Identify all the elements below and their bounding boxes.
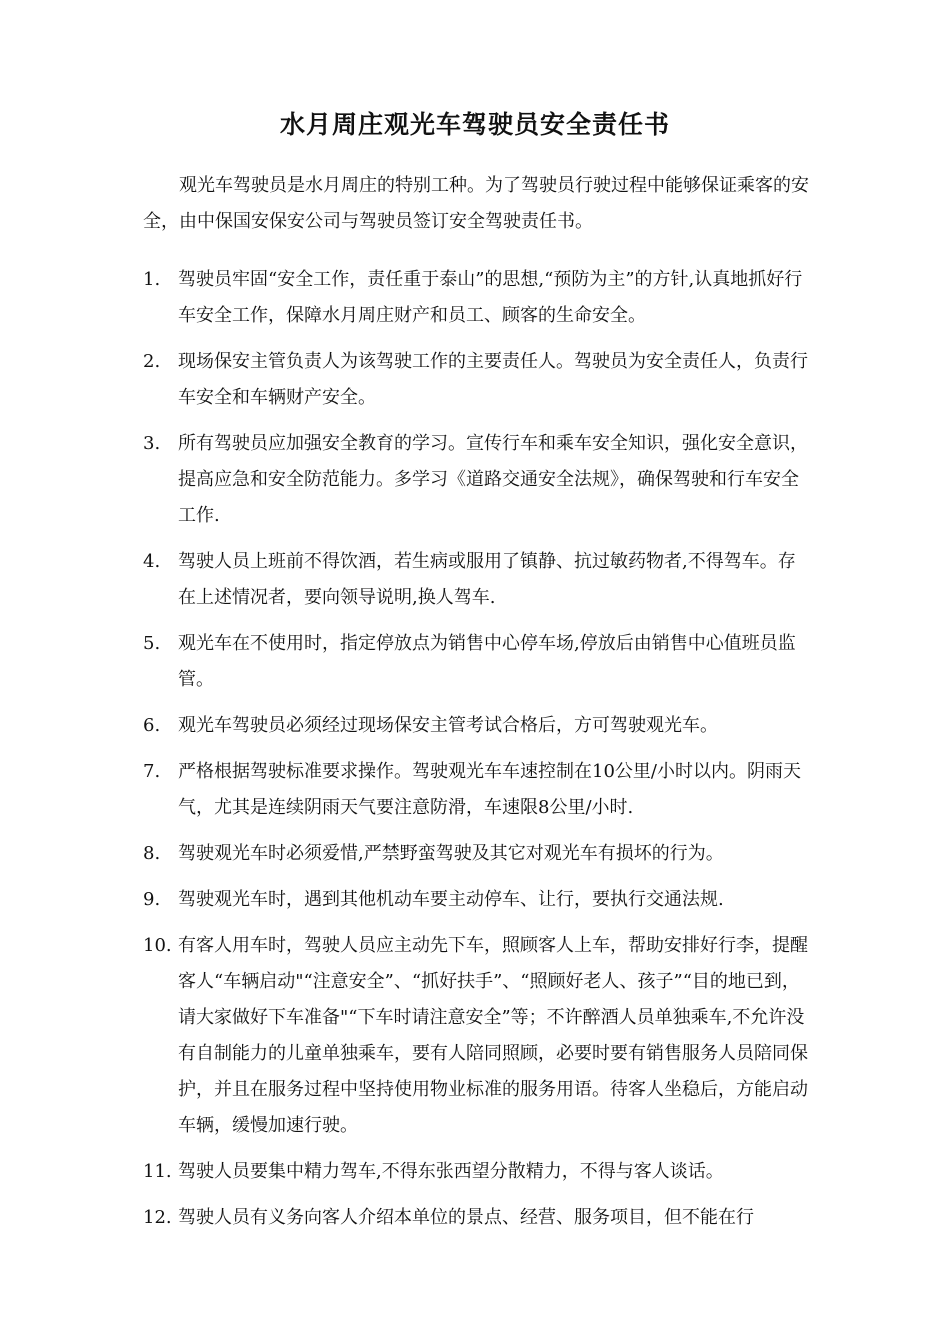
list-item	[143, 344, 813, 416]
list-item-number: 2.	[143, 351, 161, 372]
list-item-text: 观光车驾驶员必须经过现场保安主管考试合格后，方可驾驶观光车。	[178, 715, 718, 736]
list-item-number: 12.	[143, 1207, 172, 1228]
list-item-text: 驾驶观光车时必须爱惜,严禁野蛮驾驶及其它对观光车有损坏的行为。	[178, 843, 724, 864]
list-item	[143, 426, 813, 534]
list-item-number: 1.	[143, 269, 161, 290]
list-item-text: 现场保安主管负责人为该驾驶工作的主要责任人。驾驶员为安全责任人，负责行车安全和车辆财产安全。	[178, 351, 808, 408]
list-item	[143, 708, 813, 744]
list-item-number: 6.	[143, 715, 161, 736]
list-item-text: 驾驶人员上班前不得饮酒，若生病或服用了镇静、抗过敏药物者,不得驾车。存在上述情况者，要向领导说明,换人驾车.	[178, 551, 796, 608]
list-item	[143, 836, 813, 872]
list-item-number: 5.	[143, 633, 161, 654]
list-item	[143, 754, 813, 826]
list-item-text: 驾驶观光车时，遇到其他机动车要主动停车、让行，要执行交通法规.	[178, 889, 724, 910]
list-item-text: 有客人用车时，驾驶人员应主动先下车，照顾客人上车，帮助安排好行李，提醒客人“车辆启动"“注意安全”、“抓好扶手”、“照顾好老人、孩子”“目的地已到，请大家做好下车准备"“下车时请注意安全”等；不许醉酒人员单独乘车,不允许没有自制能力的儿童单独乘车，要有人陪同照顾，必要时要有销售服务人员陪同保护，并且在服务过程中坚持使用物业标准的服务用语。待客人坐稳后，方能启动车辆，缓慢加速行驶。	[178, 935, 808, 1136]
list-item-text: 驾驶员牢固“安全工作，责任重于泰山”的思想,“预防为主”的方针,认真地抓好行车安全工作，保障水月周庄财产和员工、顾客的生命安全。	[178, 269, 803, 326]
list-item-text: 严格根据驾驶标准要求操作。驾驶观光车车速控制在10公里/小时以内。阴雨天气，尤其是连续阴雨天气要注意防滑，车速限8公里/小时.	[178, 761, 801, 818]
list-item	[143, 544, 813, 616]
list-item	[143, 882, 813, 918]
list-item	[143, 928, 813, 1144]
list-item-number: 9.	[143, 889, 161, 910]
list-item-number: 3.	[143, 433, 161, 454]
list-item-number: 10.	[143, 935, 172, 956]
list-item-number: 7.	[143, 761, 161, 782]
list-item	[143, 1200, 813, 1236]
document-title: 水月周庄观光车驾驶员安全责任书	[279, 110, 670, 139]
list-item	[143, 1154, 813, 1190]
intro-paragraph: 观光车驾驶员是水月周庄的特别工种。为了驾驶员行驶过程中能够保证乘客的安全，由中保国安保安公司与驾驶员签订安全驾驶责任书。	[143, 175, 809, 232]
list-item-text: 所有驾驶员应加强安全教育的学习。宣传行车和乘车安全知识，强化安全意识，提高应急和安全防范能力。多学习《道路交通安全法规》，确保驾驶和行车安全工作.	[178, 433, 808, 526]
list-item-number: 4.	[143, 551, 161, 572]
list-item	[143, 626, 813, 698]
list-item-text: 观光车在不使用时，指定停放点为销售中心停车场,停放后由销售中心值班员监管。	[178, 633, 796, 690]
list-item-text: 驾驶人员有义务向客人介绍本单位的景点、经营、服务项目，但不能在行	[178, 1207, 754, 1228]
list-item-number: 8.	[143, 843, 161, 864]
list-item-number: 11.	[143, 1161, 172, 1182]
list-item	[143, 262, 813, 334]
responsibility-list	[143, 262, 813, 1246]
list-item-text: 驾驶人员要集中精力驾车,不得东张西望分散精力，不得与客人谈话。	[178, 1161, 724, 1182]
